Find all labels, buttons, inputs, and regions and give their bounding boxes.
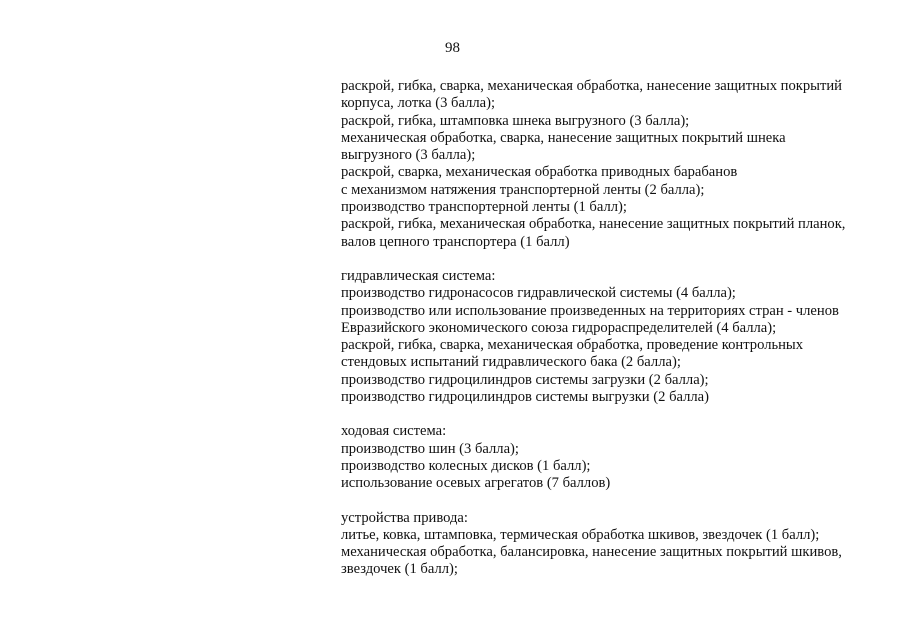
section-heading: устройства привода: <box>341 509 468 526</box>
text-line: раскрой, гибка, штамповка шнека выгрузного (3 балла); <box>341 112 690 129</box>
text-line: раскрой, сварка, механическая обработка приводных барабанов <box>341 164 738 181</box>
paragraph-block-running-gear <box>341 423 881 492</box>
paragraph-block-hydraulic-system <box>341 268 881 406</box>
text-line: производство шин (3 балла); <box>341 440 519 457</box>
section-heading: гидравлическая система: <box>341 267 496 284</box>
text-line: раскрой, гибка, сварка, механическая обработка, проведение контрольных <box>341 337 804 354</box>
text-line: выгрузного (3 балла); <box>341 147 476 164</box>
text-line: производство или использование произведенных на территориях стран - членов <box>341 302 839 319</box>
text-line: валов цепного транспортера (1 балл) <box>341 233 570 250</box>
page-number: 98 <box>445 40 460 56</box>
text-line: Евразийского экономического союза гидрораспределителей (4 балла); <box>341 319 777 336</box>
text-line: производство колесных дисков (1 балл); <box>341 457 591 474</box>
document-body <box>341 78 881 596</box>
section-heading: ходовая система: <box>341 423 447 440</box>
paragraph-block-1 <box>341 78 881 251</box>
text-line: производство гидроцилиндров системы выгрузки (2 балла) <box>341 389 710 406</box>
text-line: с механизмом натяжения транспортерной ленты (2 балла); <box>341 181 705 198</box>
text-line: звездочек (1 балл); <box>341 561 458 578</box>
text-line: механическая обработка, сварка, нанесение защитных покрытий шнека <box>341 129 786 146</box>
text-line: механическая обработка, балансировка, нанесение защитных покрытий шкивов, <box>341 544 842 561</box>
text-line: стендовых испытаний гидравлического бака (2 балла); <box>341 354 681 371</box>
text-line: раскрой, гибка, сварка, механическая обработка, нанесение защитных покрытий <box>341 78 842 94</box>
text-line: литье, ковка, штамповка, термическая обработка шкивов, звездочек (1 балл); <box>341 526 820 543</box>
text-line: раскрой, гибка, механическая обработка, нанесение защитных покрытий планок, <box>341 216 846 233</box>
text-line: корпуса, лотка (3 балла); <box>341 95 496 112</box>
paragraph-block-drive-devices <box>341 510 881 579</box>
text-line: использование осевых агрегатов (7 баллов) <box>341 475 611 492</box>
text-line: производство гидронасосов гидравлической системы (4 балла); <box>341 285 736 302</box>
text-line: производство гидроцилиндров системы загрузки (2 балла); <box>341 371 709 388</box>
text-line: производство транспортерной ленты (1 балл); <box>341 199 627 216</box>
